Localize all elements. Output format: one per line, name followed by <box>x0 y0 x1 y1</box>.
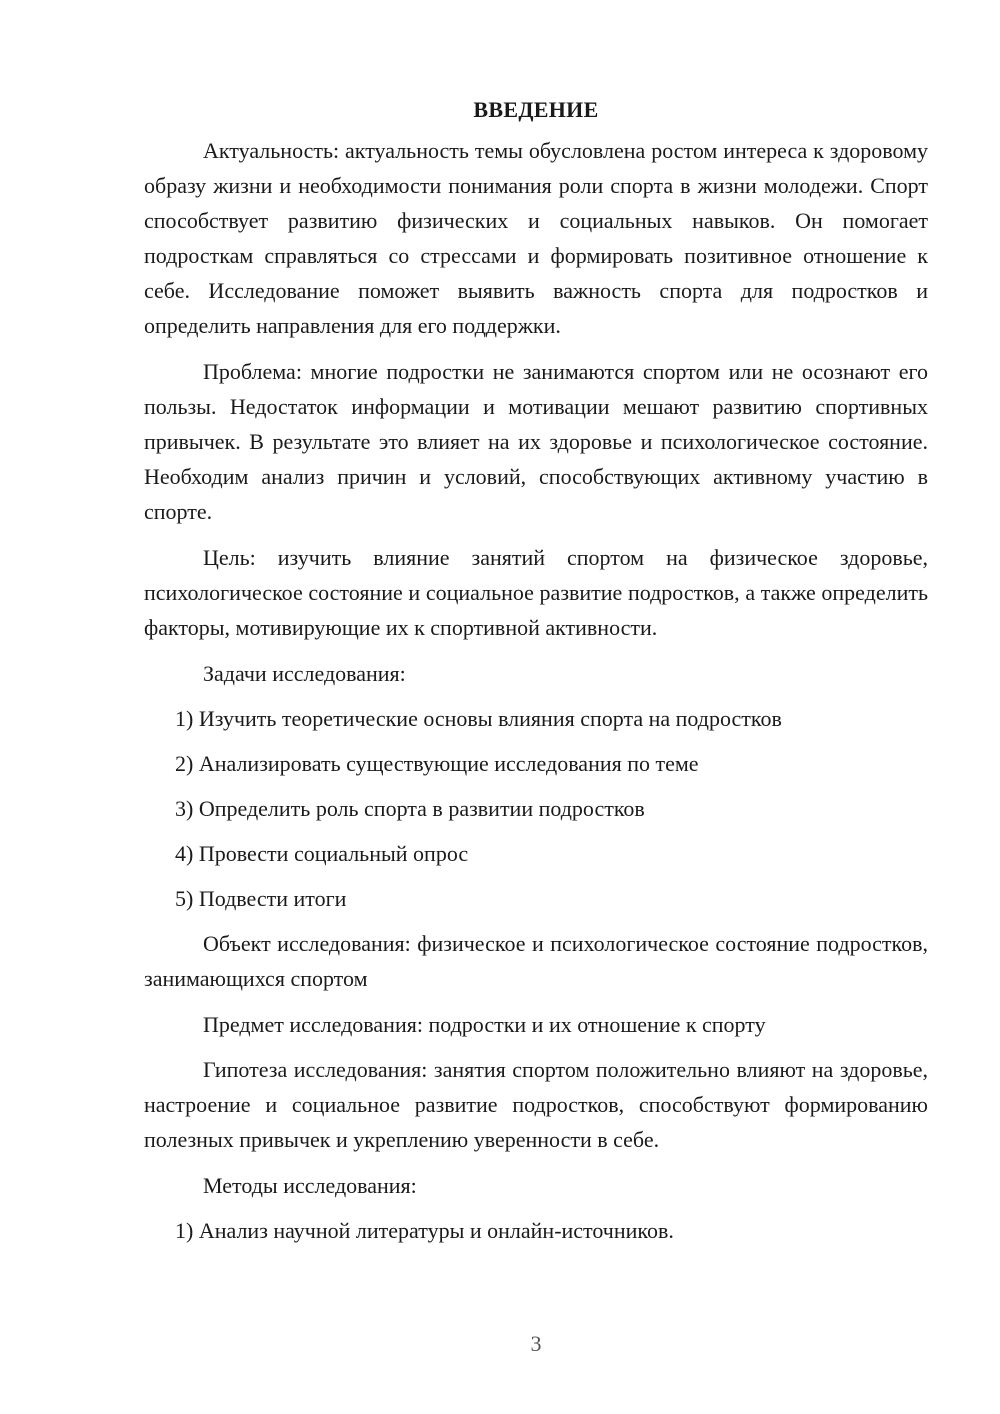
task-item: 3) Определить роль спорта в развитии подростков <box>175 796 645 821</box>
goal-paragraph: Цель: изучить влияние занятий спортом на физическое здоровье, психологическое состояние и социальное развитие подростков, а также определить факторы, мотивирующие их к спортивной активности. <box>144 545 928 640</box>
hypothesis-paragraph: Гипотеза исследования: занятия спортом положительно влияют на здоровье, настроение и социальное развитие подростков, способствуют формированию полезных привычек и укреплению уверенности в себе. <box>144 1057 928 1152</box>
methods-heading: Методы исследования: <box>203 1173 417 1198</box>
section-title: ВВЕДЕНИЕ <box>473 97 599 122</box>
relevance-paragraph: Актуальность: актуальность темы обусловлена ростом интереса к здоровому образу жизни и необходимости понимания роли спорта в жизни молодежи. Спорт способствует развитию физических и социальных навыков. Он помогает подросткам справляться со стрессами и формировать позитивное отношение к себе. Исследование поможет выявить важность спорта для подростков и определить направления для его поддержки. <box>144 138 928 338</box>
subject-paragraph: Предмет исследования: подростки и их отношение к спорту <box>203 1012 766 1037</box>
task-item: 2) Анализировать существующие исследования по теме <box>175 751 699 776</box>
task-item: 1) Изучить теоретические основы влияния спорта на подростков <box>175 706 782 731</box>
tasks-heading: Задачи исследования: <box>203 661 406 686</box>
problem-paragraph: Проблема: многие подростки не занимаются спортом или не осознают его пользы. Недостаток информации и мотивации мешают развитию спортивных привычек. В результате это влияет на их здоровье и психологическое состояние. Необходим анализ причин и условий, способствующих активному участию в спорте. <box>144 359 928 524</box>
page-content <box>144 92 928 1258</box>
task-item: 5) Подвести итоги <box>175 886 347 911</box>
method-item: 1) Анализ научной литературы и онлайн-источников. <box>175 1218 674 1243</box>
page-number: 3 <box>530 1331 542 1356</box>
object-paragraph: Объект исследования: физическое и психологическое состояние подростков, занимающихся спортом <box>144 931 928 991</box>
task-item: 4) Провести социальный опрос <box>175 841 469 866</box>
